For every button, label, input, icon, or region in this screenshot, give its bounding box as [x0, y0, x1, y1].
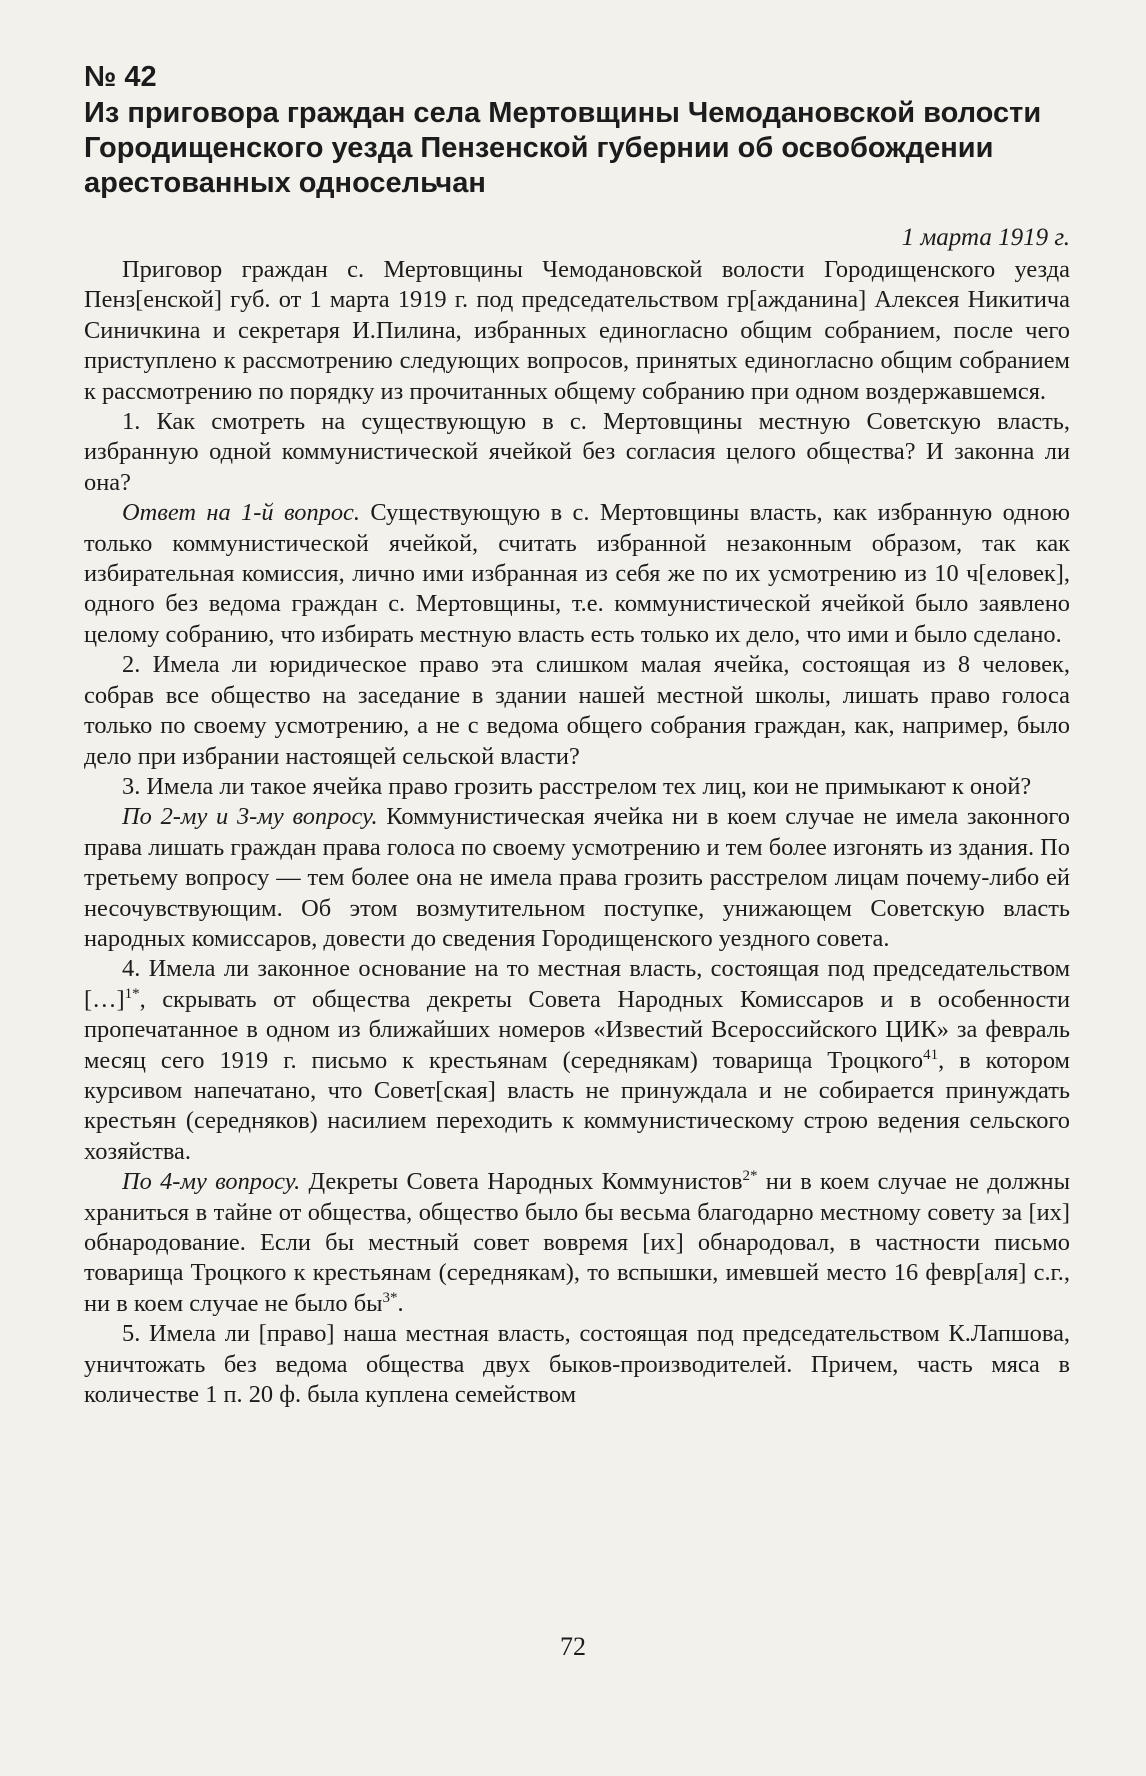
question-4-text-b: , скрывать от общества декреты Совета Народных Комиссаров и в особенности пропечатанное в одном из ближайших номеров «Известий Всероссийского ЦИК» за февраль месяц сего 1919 г. письмо к крестьянам (середнякам) товарища Троцкого — [84, 985, 1070, 1074]
answer-2-3-lead: По 2-му и 3-му вопросу. — [122, 803, 378, 831]
paragraph-answer-4 — [84, 1167, 1070, 1319]
document-date: 1 марта 1919 г. — [901, 224, 1070, 251]
footnote-ref-1: 1* — [124, 985, 140, 1002]
question-4-text-c: , в котором курсивом напечатано, что Совет[ская] власть не принуждала и не собирается принуждать крестьян (середняков) насилием переходить к коммунистическому строю ведения сельского хозяйства. — [84, 1046, 1070, 1165]
answer-4-text-b: ни в коем случае не должны храниться в тайне от общества, общество было бы весьма благодарно местному совету за [их] обнародование. Если бы местный совет вовремя [их] обнародовал, в частности письмо товарища Троцкого к крестьянам (середнякам), то вспышки, имевшей место 16 февр[аля] с.г., ни в коем случае не было бы — [84, 1168, 1070, 1317]
footnote-ref-2: 2* — [742, 1168, 758, 1185]
paragraph-answer-1 — [84, 498, 1070, 650]
answer-1-lead: Ответ на 1-й вопрос. — [122, 499, 360, 527]
answer-2-3-text: Коммунистическая ячейка ни в коем случае не имела законного права лишать граждан права голоса по своему усмотрению и тем более изгонять из здания. По третьему вопросу — тем более она не имела права грозить расстрелом лицам почему-либо ей несочувствующим. Об этом возмутительном поступке, унижающем Советскую власть народных комиссаров, довести до сведения Городищенского уездного совета. — [84, 803, 1071, 952]
footnote-ref-41: 41 — [923, 1046, 939, 1063]
document-number: № 42 — [84, 61, 157, 93]
answer-1-text: Существующую в с. Мертовщины власть, как избранную одною только коммунистической ячейкой, считать избранной незаконным образом, так как избирательная комиссия, лично ими избранная из себя же по их усмотрению из 10 ч[еловек], одного без ведома граждан с. Мертовщины, т.е. коммунистической ячейкой было заявлено целому собранию, что избирать местную власть есть только их дело, что ими и было сделано. — [84, 499, 1070, 648]
paragraph-question-5: 5. Имела ли [право] наша местная власть, состоящая под председательством К.Лапшова, уничтожать без ведома общества двух быков-производителей. Причем, часть мяса в количестве 1 п. 20 ф. была куплена семейством — [84, 1320, 1070, 1409]
paragraph-question-3: 3. Имела ли такое ячейка право грозить расстрелом тех лиц, кои не примыкают к оной? — [122, 772, 1032, 800]
document-body — [84, 255, 1070, 1410]
paragraph-question-4 — [84, 954, 1070, 1167]
footnote-ref-3: 3* — [382, 1289, 398, 1306]
paragraph-intro: Приговор граждан с. Мертовщины Чемодановской волости Городищенского уезда Пенз[енской] губ. от 1 марта 1919 г. под председательством гр[ажданина] Алексея Никитича Синичкина и секретаря И.Пилина, избранных единогласно общим собранием, после чего приступлено к рассмотрению следующих вопросов, принятых единогласно общим собранием к рассмотрению по порядку из прочитанных общему собранию при одном воздержавшемся. — [84, 256, 1070, 405]
document-title: Из приговора граждан села Мертовщины Чемодановской волости Городищенского уезда Пензенской губернии об освобождении арестованных односельчан — [84, 97, 1042, 199]
paragraph-question-1: 1. Как смотреть на существующую в с. Мертовщины местную Советскую власть, избранную одной коммунистической ячейкой без согласия целого общества? И законна ли она? — [84, 408, 1070, 496]
answer-4-lead: По 4-му вопросу. — [122, 1168, 301, 1196]
question-4-text-a: 4. Имела ли законное основание на то местная власть, состоящая под председательством […] — [84, 955, 1070, 1013]
paragraph-question-2: 2. Имела ли юридическое право эта слишком малая ячейка, состоящая из 8 человек, собрав все общество на заседание в здании нашей местной школы, лишать право голоса только по своему усмотрению, а не с ведома общего собрания граждан, как, например, было дело при избрании настоящей сельской власти? — [84, 651, 1070, 770]
answer-4-text-a: Декреты Совета Народных Коммунистов — [300, 1168, 743, 1196]
document-page — [84, 60, 1070, 1410]
answer-4-text-c: . — [397, 1289, 404, 1317]
page-number: 72 — [560, 1632, 586, 1661]
paragraph-answer-2-3 — [84, 802, 1070, 954]
